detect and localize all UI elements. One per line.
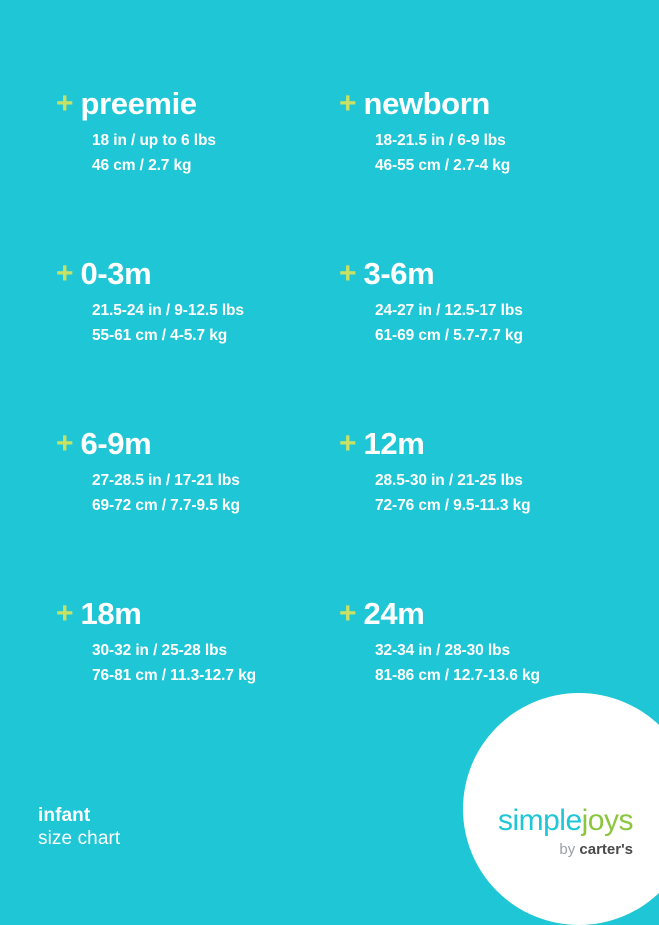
size-imperial: 28.5-30 in / 21-25 lbs: [375, 472, 523, 489]
size-metric: 81-86 cm / 12.7-13.6 kg: [375, 667, 540, 684]
plus-icon: +: [56, 597, 74, 630]
caption-title: infant: [38, 804, 91, 826]
size-metric: 76-81 cm / 11.3-12.7 kg: [92, 667, 257, 684]
size-heading: [339, 88, 616, 120]
plus-icon: +: [56, 427, 74, 460]
size-heading: [339, 258, 616, 290]
plus-icon: +: [339, 597, 357, 630]
brand-word-joys: joys: [581, 804, 633, 837]
caption-subtitle: size chart: [38, 828, 121, 850]
size-label: 24m: [363, 596, 425, 631]
size-metric: 55-61 cm / 4-5.7 kg: [92, 327, 228, 344]
size-label: 0-3m: [80, 256, 152, 291]
size-label: 3-6m: [363, 256, 435, 291]
brand-wordmark: [498, 806, 633, 836]
size-label: 18m: [80, 596, 142, 631]
size-label: preemie: [80, 86, 197, 121]
size-metric: 72-76 cm / 9.5-11.3 kg: [375, 497, 531, 514]
brand-byline: [498, 842, 633, 857]
size-label: newborn: [363, 86, 490, 121]
size-cell-12m: [339, 428, 616, 598]
size-imperial: 30-32 in / 25-28 lbs: [92, 642, 227, 659]
size-cell-3-6m: [339, 258, 616, 428]
size-metric: 69-72 cm / 7.7-9.5 kg: [92, 497, 240, 514]
size-imperial: 21.5-24 in / 9-12.5 lbs: [92, 302, 244, 319]
size-cell-preemie: [56, 88, 339, 258]
size-metric: 46-55 cm / 2.7-4 kg: [375, 157, 511, 174]
size-imperial: 18-21.5 in / 6-9 lbs: [375, 132, 506, 149]
plus-icon: +: [56, 257, 74, 290]
size-heading: [56, 258, 339, 290]
size-cell-6-9m: [56, 428, 339, 598]
plus-icon: +: [339, 87, 357, 120]
plus-icon: +: [56, 87, 74, 120]
size-heading: [339, 428, 616, 460]
size-grid: [56, 88, 616, 768]
size-cell-0-3m: [56, 258, 339, 428]
plus-icon: +: [339, 257, 357, 290]
chart-caption: [38, 804, 120, 852]
size-cell-18m: [56, 598, 339, 768]
brand-logo: [498, 806, 633, 857]
plus-icon: +: [339, 427, 357, 460]
brand-by-text: by: [559, 841, 580, 858]
size-metric: 46 cm / 2.7 kg: [92, 157, 192, 174]
size-cell-newborn: [339, 88, 616, 258]
size-label: 6-9m: [80, 426, 152, 461]
size-imperial: 32-34 in / 28-30 lbs: [375, 642, 510, 659]
size-imperial: 24-27 in / 12.5-17 lbs: [375, 302, 523, 319]
size-metric: 61-69 cm / 5.7-7.7 kg: [375, 327, 523, 344]
size-imperial: 27-28.5 in / 17-21 lbs: [92, 472, 240, 489]
size-imperial: 18 in / up to 6 lbs: [92, 132, 216, 149]
size-heading: [56, 598, 339, 630]
size-heading: [339, 598, 616, 630]
size-label: 12m: [363, 426, 425, 461]
brand-carters-text: carter's: [579, 841, 633, 858]
size-heading: [56, 88, 339, 120]
size-heading: [56, 428, 339, 460]
brand-word-simple: simple: [497, 804, 582, 837]
